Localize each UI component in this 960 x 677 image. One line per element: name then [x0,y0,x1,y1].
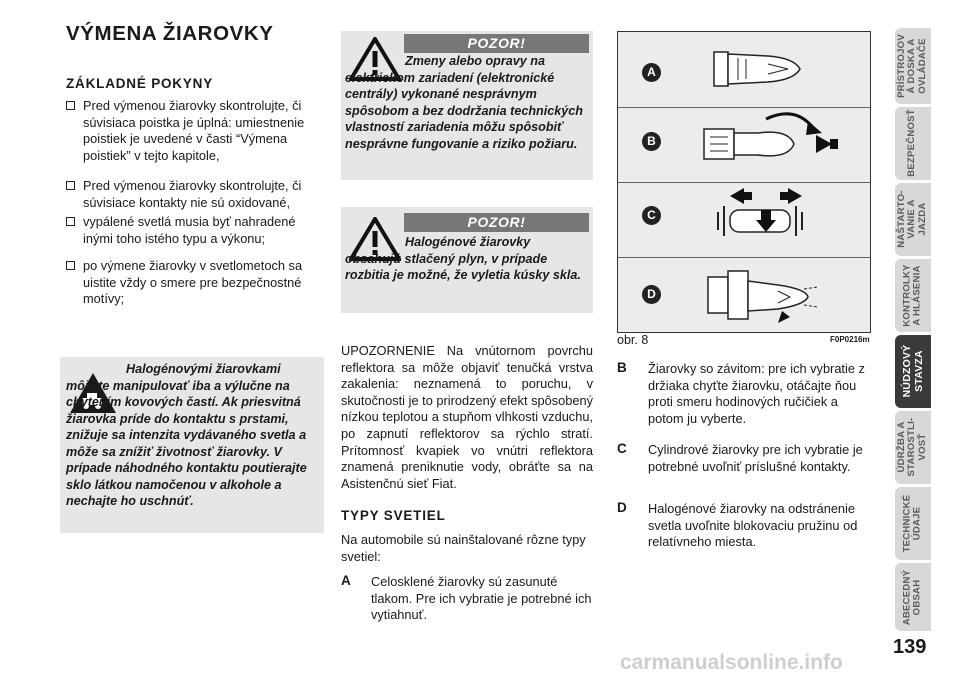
warning-label: POZOR! [404,213,589,232]
item-text: Halogénové žiarovky na odstránenie svetla uvoľnite blokovaciu pružinu od relatívneho miesta. [648,501,858,550]
badge-d: D [642,285,661,304]
badge-a: A [642,63,661,82]
figure-row-d [618,257,870,332]
warning-text: Halogénové žiarovky obsahujú stlačený plyn, v prípade rozbitia je možné, že vyletia kúsky skla. [345,235,581,282]
page-number: 139 [893,636,927,658]
tab-label: NÚDZOVÝ STAVZA [901,344,925,398]
glass-bulb-icon [618,32,870,107]
warning-box [341,207,593,313]
bulb-figure [617,31,871,333]
tab-nudzovy-stav[interactable] [895,335,931,408]
warning-box [341,31,593,180]
item-letter: D [617,500,627,515]
tab-kontrolky[interactable] [895,259,931,332]
tab-label: ABECEDNÝ OBSAH [901,569,923,626]
warning-label: POZOR! [404,34,589,53]
list-item: Pred výmenou žiarovky skontrolujte, či súvisiace kontakty nie sú oxidované, [66,178,322,211]
checkbox-bullet-icon [66,181,75,190]
tab-label: TECHNICKÉ ÚDAJE [901,494,923,553]
upozornenie-paragraph: UPOZORNENIE Na vnútornom povrchu reflektora sa môže objaviť tenučká vrstva zakalenia: neznamená to poruchu, v skutočnosti je to prirodzený efekt spôsobený nízkou teplotou a stupňom vlhkosti vzduchu, po zapnutí reflektorov sa rýchlo stratí. Prítomnosť kvapiek vo vnútri reflektora znamená preniknutie vody, obráťte sa na Asistenčnú sieť Fiat. [341,343,593,491]
tab-pristrojova-doska[interactable] [895,28,931,104]
tab-label: PRÍSTROJOV Á DOSKA A OVLÁDAČE [896,34,928,98]
tab-label: ÚDRŽBA A STAROSTLI- VOSŤ [896,417,928,477]
types-intro: Na automobile sú nainštalované rôzne typy svetiel: [341,532,586,564]
item-text: Cylindrové žiarovky pre ich vybratie je potrebné uvoľniť príslušné kontakty. [648,442,863,474]
list-item: Pred výmenou žiarovky skontrolujte, či súvisiaca poistka je úplná: umiestnenie poistiek je uvedené v časti “Výmena poistiek” v tejto kapitole, [66,98,322,164]
tab-abecedny-obsah[interactable] [895,563,931,631]
tab-udrzba[interactable] [895,411,931,484]
figure-row-a [618,32,870,108]
tab-nastartovanie[interactable] [895,183,931,256]
figure-row-c [618,182,870,258]
figure-code: F0P0216m [830,335,870,344]
item-letter: B [617,360,627,375]
item-letter: C [617,441,627,456]
list-item: vypálené svetlá musia byť nahradené inými toho istého typu a výkonu; [66,214,322,247]
badge-b: B [642,132,661,151]
page-title: VÝMENA ŽIAROVKY [66,22,274,45]
tab-bezpecnost[interactable] [895,107,931,180]
badge-c: C [642,206,661,225]
list-item: po výmene žiarovky v svetlometoch sa uistite vždy o smere pre bezpečnostné motívy; [66,258,322,308]
screw-bulb-icon [618,107,870,182]
checkbox-bullet-icon [66,217,75,226]
note-box [60,357,324,533]
watermark: carmanualsonline.info [620,651,843,674]
checkbox-bullet-icon [66,101,75,110]
section-subtitle: ZÁKLADNÉ POKYNY [66,76,214,91]
checkbox-bullet-icon [66,261,75,270]
cylinder-bulb-icon [618,182,870,257]
note-text: Halogénovými žiarovkami môžete manipulovať iba a výlučne na chytením kovových častí. Ak priesvitná žiarovka príde do kontaktu s prstami, znižuje sa intenzita vydávaného svetla a môže sa znížiť životnosť žiarovky. V prípade náhodného kontaktu poutierajte sklo látkou namočenou v alkohole a nechajte ho uschnúť. [66,362,307,508]
item-letter: A [341,573,351,588]
tab-label: BEZPEČNOSŤ [906,109,917,177]
item-text: Celosklené žiarovky sú zasunuté tlakom. Pre ich vybratie je potrebné ich vytiahnuť. [371,574,592,623]
figure-row-b [618,107,870,183]
tab-label: KONTROLKY A HLÁSENIA [901,264,923,327]
figure-caption: obr. 8 [617,333,649,347]
types-heading: TYPY SVETIEL [341,508,446,523]
item-text: Žiarovky so závitom: pre ich vybratie z držiaka chyťte žiarovku, otáčajte ňou proti smeru hodinových ručičiek a potom ju vyberte. [648,361,865,426]
warning-text: Zmeny alebo opravy na elektrickom zariadení (elektronické centrály) vykonané nesprávnym spôsobom a bez dodržania technických vlastností zariadenia môžu spôsobiť nesprávne fungovanie a riziko požiaru. [345,54,583,151]
halogen-bulb-icon [618,257,870,332]
tab-technicke-udaje[interactable] [895,487,931,560]
tab-label: NAŠTARTO- VANIE A JAZDA [896,190,928,248]
